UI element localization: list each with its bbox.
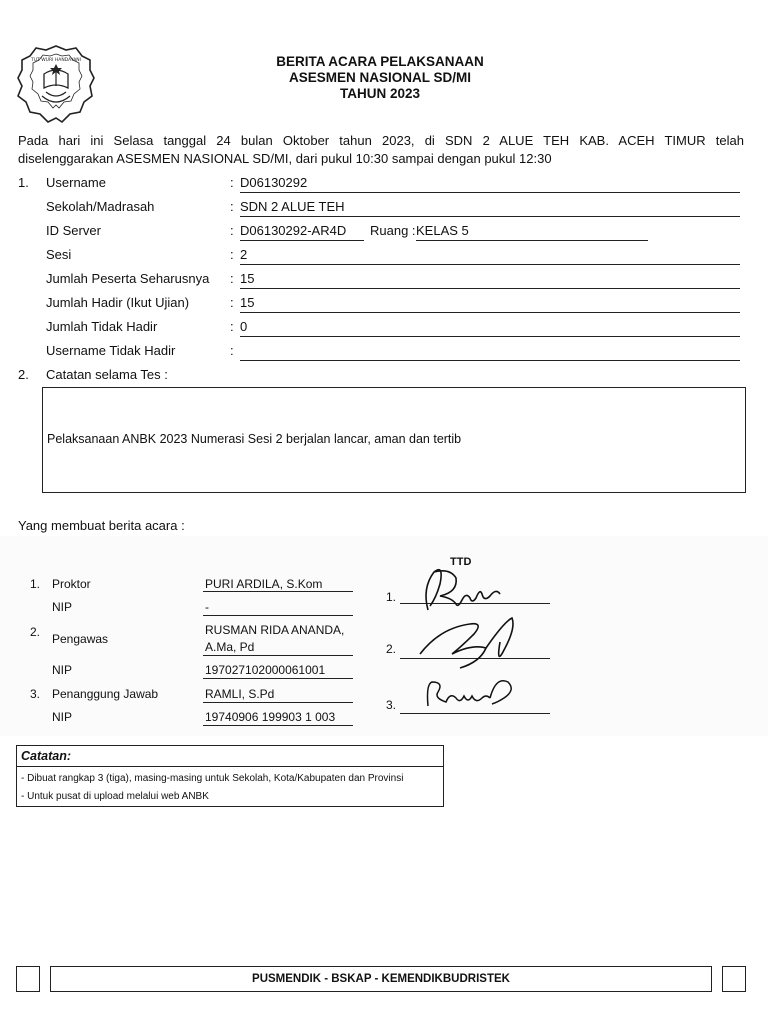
proktor-label: Proktor bbox=[52, 577, 91, 591]
username-label: Username bbox=[46, 175, 106, 190]
absent-users-label: Username Tidak Hadir bbox=[46, 343, 176, 358]
present-value: 15 bbox=[240, 295, 740, 313]
footer-left-box bbox=[16, 966, 40, 992]
school-label: Sekolah/Madrasah bbox=[46, 199, 155, 214]
catatan-box bbox=[16, 745, 444, 807]
signature-number-3: 3. bbox=[386, 698, 397, 712]
row-number-3: 3. bbox=[30, 687, 41, 701]
section-number: 2. bbox=[18, 367, 29, 382]
footer-text: PUSMENDIK - BSKAP - KEMENDIKBUDRISTEK bbox=[50, 966, 712, 992]
title-line-2: ASESMEN NASIONAL SD/MI bbox=[288, 70, 472, 85]
row-number-2: 2. bbox=[30, 625, 41, 639]
expected-value: 15 bbox=[240, 271, 740, 289]
field-session bbox=[18, 247, 744, 267]
colon: : bbox=[230, 271, 234, 286]
colon: : bbox=[230, 175, 234, 190]
handwritten-signatures bbox=[400, 558, 560, 728]
intro-line-2: diselenggarakan ASESMEN NASIONAL SD/MI, dari pukul 10:30 sampai dengan pukul 12:30 bbox=[18, 151, 552, 166]
proktor-nip-label: NIP bbox=[52, 600, 73, 614]
signature-number-1: 1. bbox=[386, 590, 397, 604]
pengawas-nip-line bbox=[203, 678, 353, 679]
footer-right-box bbox=[722, 966, 746, 992]
pj-nip-label: NIP bbox=[52, 710, 73, 724]
proktor-name-line bbox=[203, 591, 353, 592]
notes-box bbox=[42, 387, 746, 493]
pengawas-nip: 197027102000061001 bbox=[205, 663, 326, 677]
notes-text: Pelaksanaan ANBK 2023 Numerasi Sesi 2 berjalan lancar, aman dan tertib bbox=[47, 432, 462, 446]
section-number: 1. bbox=[18, 175, 29, 190]
intro-line-1: Pada hari ini Selasa tanggal 24 bulan Oktober tahun 2023, di SDN 2 ALUE TEH KAB. ACEH TIMUR telah bbox=[18, 133, 744, 148]
tut-wuri-handayani-logo bbox=[14, 42, 98, 126]
notes-label: Catatan selama Tes : bbox=[46, 367, 168, 382]
absent-value: 0 bbox=[240, 319, 740, 337]
colon: : bbox=[230, 343, 234, 358]
pengawas-name-line-1: RUSMAN RIDA ANANDA, bbox=[205, 623, 345, 637]
room-value: KELAS 5 bbox=[416, 223, 648, 241]
field-username bbox=[18, 175, 744, 195]
room-label: Ruang : bbox=[370, 223, 416, 238]
catatan-title: Catatan: bbox=[17, 746, 443, 767]
title-line-3: TAHUN 2023 bbox=[339, 86, 421, 101]
pj-name: RAMLI, S.Pd bbox=[205, 687, 275, 701]
colon: : bbox=[230, 295, 234, 310]
session-value: 2 bbox=[240, 247, 740, 265]
pj-label: Penanggung Jawab bbox=[52, 687, 159, 701]
proktor-nip: - bbox=[205, 600, 209, 614]
signature-pj bbox=[428, 681, 512, 706]
colon: : bbox=[230, 247, 234, 262]
signature-section bbox=[0, 536, 768, 736]
expected-label: Jumlah Peserta Seharusnya bbox=[46, 271, 210, 286]
colon: : bbox=[230, 319, 234, 334]
colon: : bbox=[230, 223, 234, 238]
catatan-line-1: - Dibuat rangkap 3 (tiga), masing-masing untuk Sekolah, Kota/Kabupaten dan Provinsi bbox=[21, 773, 404, 784]
proktor-nip-line bbox=[203, 615, 353, 616]
pj-nip-line bbox=[203, 725, 353, 726]
colon: : bbox=[230, 199, 234, 214]
logo-motto: TUT WURI HANDAYANI bbox=[31, 58, 81, 63]
field-absent-users bbox=[18, 343, 744, 363]
server-value: D06130292-AR4D bbox=[240, 223, 364, 241]
absent-label: Jumlah Tidak Hadir bbox=[46, 319, 158, 334]
field-school bbox=[18, 199, 744, 219]
pj-name-line bbox=[203, 702, 353, 703]
absent-users-value bbox=[240, 343, 740, 361]
pj-nip: 19740906 199903 1 003 bbox=[205, 710, 336, 724]
pengawas-nip-label: NIP bbox=[52, 663, 73, 677]
signature-pengawas bbox=[420, 618, 513, 668]
signature-number-2: 2. bbox=[386, 642, 397, 656]
signature-proktor bbox=[426, 570, 500, 610]
pengawas-label: Pengawas bbox=[52, 632, 109, 646]
row-number-1: 1. bbox=[30, 577, 41, 591]
ttd-label: TTD bbox=[450, 556, 472, 568]
notes-heading bbox=[18, 367, 744, 387]
present-label: Jumlah Hadir (Ikut Ujian) bbox=[46, 295, 190, 310]
field-expected bbox=[18, 271, 744, 291]
server-label: ID Server bbox=[46, 223, 101, 238]
session-label: Sesi bbox=[46, 247, 72, 262]
field-present bbox=[18, 295, 744, 315]
field-absent bbox=[18, 319, 744, 339]
field-server bbox=[18, 223, 744, 243]
pengawas-name-line bbox=[203, 655, 353, 656]
document-title bbox=[220, 54, 540, 102]
school-value: SDN 2 ALUE TEH bbox=[240, 199, 740, 217]
catatan-line-2: - Untuk pusat di upload melalui web ANBK bbox=[21, 791, 209, 802]
made-by-label: Yang membuat berita acara : bbox=[18, 518, 185, 533]
title-line-1: BERITA ACARA PELAKSANAAN bbox=[276, 54, 484, 69]
pengawas-name-line-2: A.Ma, Pd bbox=[205, 640, 255, 654]
username-value: D06130292 bbox=[240, 175, 740, 193]
proktor-name: PURI ARDILA, S.Kom bbox=[205, 577, 323, 591]
